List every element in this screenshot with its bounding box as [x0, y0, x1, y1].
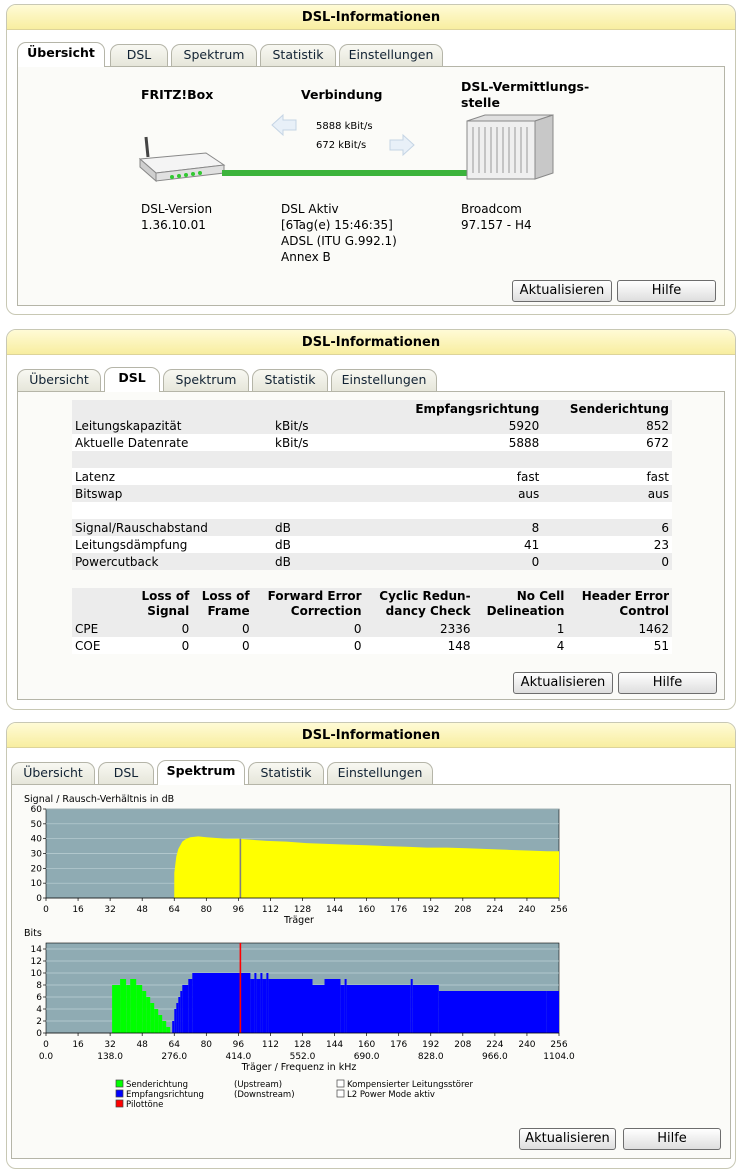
bits-x-tick-label: 144	[325, 1040, 344, 1050]
snr-y-tick-label: 40	[30, 834, 42, 845]
bits-y-tick-label: 4	[36, 1005, 42, 1015]
help-button[interactable]: Hilfe	[623, 1128, 721, 1150]
header-line: Loss of	[141, 589, 190, 603]
header-rx: Empfangsrichtung	[382, 400, 542, 417]
upstream-bits-bar	[130, 979, 136, 1033]
row-label: CPE	[72, 620, 132, 637]
snr-x-tick-label: 192	[422, 905, 440, 915]
download-arrow-icon	[388, 133, 416, 157]
frequency-tick-label: 966.0	[481, 1052, 508, 1062]
tab-dsl[interactable]: DSL	[110, 44, 168, 66]
legend-swatch	[337, 1080, 344, 1087]
tab-content	[17, 391, 725, 700]
snr-y-tick-label: 50	[30, 819, 42, 830]
error-count: 148	[365, 637, 474, 654]
row-rx: aus	[382, 485, 542, 502]
upstream-rate: 672 kBit/s	[316, 140, 367, 151]
table-row	[72, 502, 672, 519]
bits-x-tick-label: 80	[200, 1040, 213, 1050]
bits-y-tick-label: 10	[30, 969, 42, 979]
table-row	[72, 553, 672, 570]
row-tx: aus	[542, 485, 672, 502]
downstream-bits-bar	[413, 985, 439, 1033]
downstream-bits-bar	[188, 979, 192, 1033]
header-line: Correction	[290, 604, 362, 618]
overview-panel	[6, 4, 736, 315]
spectrum-charts	[12, 785, 732, 1125]
header-line: Signal	[147, 604, 190, 618]
row-rx	[382, 451, 542, 468]
row-rx: 0	[382, 553, 542, 570]
downstream-bits-bar	[176, 1003, 178, 1033]
fritzbox-label: FRITZ!Box	[141, 87, 214, 102]
bits-y-tick-label: 0	[36, 1029, 42, 1039]
help-button[interactable]: Hilfe	[617, 280, 716, 302]
snr-x-tick-label: 64	[168, 905, 180, 915]
dslam-info	[461, 201, 532, 233]
status-line: DSL Aktiv	[281, 202, 339, 216]
legend-swatch	[116, 1090, 123, 1097]
row-rx: 5920	[382, 417, 542, 434]
tab-spektrum[interactable]: Spektrum	[171, 44, 257, 66]
table-row	[72, 434, 672, 451]
downstream-bits-bar	[347, 985, 411, 1033]
header-line: Cyclic Redun-	[379, 589, 471, 603]
snr-x-tick-label: 48	[136, 905, 148, 915]
dslam-version: 97.157 - H4	[461, 218, 532, 232]
upstream-bits-bar	[154, 1009, 158, 1033]
table-row	[72, 485, 672, 502]
downstream-bits-bar	[345, 979, 347, 1033]
frequency-tick-label: 138.0	[97, 1052, 124, 1062]
error-count: 0	[253, 637, 365, 654]
table-header-row	[72, 588, 672, 620]
snr-x-tick-label: 16	[72, 905, 84, 915]
row-label: Bitswap	[72, 485, 272, 502]
snr-x-tick-label: 144	[325, 905, 344, 915]
snr-x-tick-label: 0	[43, 905, 49, 915]
bits-y-tick-label: 6	[36, 993, 42, 1003]
exchange-label	[461, 79, 589, 111]
upstream-bits-bar	[162, 1021, 166, 1033]
snr-chart-title: Signal / Rausch-Verhältnis in dB	[24, 794, 175, 805]
error-column-header	[132, 588, 192, 620]
bits-x-tick-label: 192	[422, 1040, 440, 1050]
connection-status	[281, 201, 397, 265]
error-count: 0	[192, 620, 252, 637]
snr-y-tick-label: 0	[36, 894, 42, 904]
row-rx: 8	[382, 519, 542, 536]
row-unit	[272, 485, 382, 502]
upstream-bits-bar	[150, 1003, 154, 1033]
router-icon	[136, 135, 228, 187]
exchange-label-line2: stelle	[461, 95, 500, 110]
bits-x-tick-label: 112	[261, 1040, 280, 1050]
tab-spektrum[interactable]: Spektrum	[163, 369, 249, 391]
header-line: Frame	[207, 604, 250, 618]
error-count: 51	[567, 637, 672, 654]
refresh-button[interactable]: Aktualisieren	[512, 280, 612, 302]
tab-dsl[interactable]: DSL	[104, 367, 160, 392]
legend-swatch	[337, 1090, 344, 1097]
snr-y-tick-label: 60	[30, 805, 42, 815]
row-label: Latenz	[72, 468, 272, 485]
row-tx: 672	[542, 434, 672, 451]
legend-label: Empfangsrichtung	[126, 1090, 204, 1100]
tab-bar	[11, 760, 721, 784]
upstream-bits-bar	[146, 997, 150, 1033]
bits-x-tick-label: 208	[454, 1040, 472, 1050]
connection-line	[222, 170, 477, 176]
tab-dsl[interactable]: DSL	[98, 762, 154, 784]
bits-x-tick-label: 32	[104, 1040, 116, 1050]
snr-x-tick-label: 96	[232, 905, 245, 915]
row-rx	[382, 502, 542, 519]
row-unit	[272, 451, 382, 468]
downstream-rate: 5888 kBit/s	[316, 121, 373, 132]
cpe-version: 1.36.10.01	[141, 218, 206, 232]
downstream-bits-bar	[254, 973, 256, 1033]
bits-x-tick-label: 48	[136, 1040, 148, 1050]
legend-note: (Upstream)	[234, 1080, 283, 1090]
upstream-bits-bar	[166, 1027, 170, 1033]
header-line: Header Error	[581, 589, 669, 603]
refresh-button[interactable]: Aktualisieren	[519, 1128, 616, 1150]
bits-x-tick-label: 0	[43, 1040, 49, 1050]
legend-label: Kompensierter Leitungsstörer	[347, 1080, 474, 1090]
error-count: 1462	[567, 620, 672, 637]
error-count: 2336	[365, 620, 474, 637]
snr-x-tick-label: 80	[200, 905, 213, 915]
panel-title: DSL-Informationen	[7, 330, 735, 355]
bits-y-tick-label: 12	[30, 957, 42, 967]
tab-einstellungen[interactable]: Einstellungen	[327, 762, 433, 784]
tab-content	[17, 66, 725, 306]
snr-x-tick-label: 240	[518, 905, 536, 915]
downstream-bits-bar	[527, 991, 547, 1033]
bits-x-tick-label: 176	[390, 1040, 408, 1050]
snr-x-tick-label: 160	[358, 905, 376, 915]
row-tx: 0	[542, 553, 672, 570]
error-column-header	[474, 588, 568, 620]
downstream-bits-bar	[547, 991, 559, 1033]
bits-x-tick-label: 64	[168, 1040, 180, 1050]
bits-x-tick-label: 16	[72, 1040, 84, 1050]
row-label: Aktuelle Datenrate	[72, 434, 272, 451]
downstream-bits-bar	[313, 985, 325, 1033]
error-count: 4	[474, 637, 568, 654]
downstream-bits-bar	[182, 985, 188, 1033]
refresh-button[interactable]: Aktualisieren	[513, 672, 613, 694]
downstream-bits-bar	[250, 979, 254, 1033]
downstream-bits-bar	[439, 991, 527, 1033]
row-unit	[272, 502, 382, 519]
status-annex: Annex B	[281, 250, 331, 264]
spectrum-panel	[6, 722, 736, 1169]
upstream-bits-bar	[136, 985, 142, 1033]
frequency-tick-label: 690.0	[353, 1052, 380, 1062]
upstream-bits-bar	[142, 991, 146, 1033]
row-label: Powercutback	[72, 553, 272, 570]
row-rx: 5888	[382, 434, 542, 451]
table-header-row	[72, 400, 672, 417]
snr-x-tick-label: 256	[550, 905, 568, 915]
frequency-tick-label: 828.0	[417, 1052, 444, 1062]
bits-x-tick-label: 128	[293, 1040, 312, 1050]
row-tx: 852	[542, 417, 672, 434]
status-mode: ADSL (ITU G.992.1)	[281, 234, 397, 248]
row-unit: kBit/s	[272, 417, 382, 434]
frequency-tick-label: 414.0	[225, 1052, 252, 1062]
downstream-bits-bar	[262, 979, 266, 1033]
snr-x-tick-label: 176	[390, 905, 408, 915]
bits-x-tick-label: 160	[358, 1040, 376, 1050]
bits-y-tick-label: 8	[36, 981, 42, 991]
tab-spektrum[interactable]: Spektrum	[157, 760, 245, 785]
frequency-tick-label: 552.0	[289, 1052, 316, 1062]
row-tx: 23	[542, 536, 672, 553]
error-count: 0	[253, 620, 365, 637]
bits-x-tick-label: 96	[232, 1040, 245, 1050]
legend-label: L2 Power Mode aktiv	[347, 1090, 435, 1100]
row-tx: 6	[542, 519, 672, 536]
panel-title: DSL-Informationen	[7, 5, 735, 30]
bits-y-tick-label: 2	[36, 1017, 42, 1027]
tab-statistik[interactable]: Statistik	[260, 44, 336, 66]
legend-swatch	[116, 1080, 123, 1087]
downstream-bits-bar	[174, 1009, 176, 1033]
tab-uebersicht[interactable]: Übersicht	[17, 42, 105, 67]
header-line: Loss of	[201, 589, 250, 603]
tab-uebersicht[interactable]: Übersicht	[11, 762, 95, 784]
tab-statistik[interactable]: Statistik	[248, 762, 324, 784]
row-rx: 41	[382, 536, 542, 553]
row-tx	[542, 451, 672, 468]
row-label: Leitungsdämpfung	[72, 536, 272, 553]
bits-chart-title: Bits	[24, 928, 42, 939]
table-row	[72, 417, 672, 434]
dslam-vendor: Broadcom	[461, 202, 522, 216]
exchange-label-line1: DSL-Vermittlungs-	[461, 79, 590, 94]
downstream-bits-bar	[180, 991, 182, 1033]
help-button[interactable]: Hilfe	[618, 672, 717, 694]
header-line: Forward Error	[267, 589, 362, 603]
row-rx: fast	[382, 468, 542, 485]
snr-x-axis-label: Träger	[284, 915, 314, 926]
table-row	[72, 519, 672, 536]
downstream-bits-bar	[260, 973, 262, 1033]
row-label	[72, 451, 272, 468]
row-label: COE	[72, 637, 132, 654]
row-label: Signal/Rauschabstand	[72, 519, 272, 536]
downstream-bits-bar	[411, 979, 413, 1033]
row-tx	[542, 502, 672, 519]
header-line: dancy Check	[385, 604, 471, 618]
error-column-header	[192, 588, 252, 620]
downstream-bits-bar	[178, 997, 180, 1033]
row-unit: dB	[272, 536, 382, 553]
error-column-header	[567, 588, 672, 620]
status-uptime: [6Tag(e) 15:46:35]	[281, 218, 393, 232]
row-tx: fast	[542, 468, 672, 485]
tab-einstellungen[interactable]: Einstellungen	[339, 44, 443, 66]
upload-arrow-icon	[270, 113, 298, 137]
row-unit	[272, 468, 382, 485]
downstream-bits-bar	[341, 985, 345, 1033]
error-column-header	[253, 588, 365, 620]
frequency-tick-label: 1104.0	[543, 1052, 575, 1062]
error-column-header	[365, 588, 474, 620]
bits-x-tick-label: 240	[518, 1040, 536, 1050]
frequency-tick-label: 0.0	[38, 1052, 54, 1062]
downstream-bits-bar	[192, 973, 250, 1033]
snr-y-tick-label: 30	[30, 849, 42, 860]
snr-x-tick-label: 224	[486, 905, 504, 915]
downstream-bits-bar	[325, 979, 341, 1033]
row-label: Leitungskapazität	[72, 417, 272, 434]
tab-content	[11, 784, 731, 1159]
table-row	[72, 620, 672, 637]
bits-y-tick-label: 14	[30, 945, 42, 955]
bits-x-axis-label: Träger / Frequenz in kHz	[241, 1062, 357, 1073]
header-line: No Cell	[516, 589, 565, 603]
downstream-bits-bar	[172, 1021, 174, 1033]
error-count: 0	[132, 637, 192, 654]
legend-swatch	[116, 1100, 123, 1107]
header-line: Delineation	[486, 604, 565, 618]
cpe-version-label: DSL-Version	[141, 202, 213, 216]
downstream-bits-bar	[268, 979, 312, 1033]
row-label	[72, 502, 272, 519]
tab-einstellungen[interactable]: Einstellungen	[331, 369, 437, 391]
header-tx: Senderichtung	[542, 400, 672, 417]
dsl-panel	[6, 329, 736, 710]
table-row	[72, 536, 672, 553]
dslam-icon	[465, 113, 557, 181]
tab-statistik[interactable]: Statistik	[252, 369, 328, 391]
error-count: 1	[474, 620, 568, 637]
legend-label: Pilottöne	[126, 1100, 164, 1110]
row-unit: dB	[272, 553, 382, 570]
legend-label: Senderichtung	[126, 1080, 189, 1090]
snr-x-tick-label: 112	[261, 905, 280, 915]
upstream-bits-bar	[126, 985, 130, 1033]
row-unit: kBit/s	[272, 434, 382, 451]
connection-label: Verbindung	[301, 87, 383, 102]
tab-uebersicht[interactable]: Übersicht	[17, 369, 101, 391]
bits-x-tick-label: 256	[550, 1040, 568, 1050]
upstream-bits-bar	[112, 985, 120, 1033]
downstream-bits-bar	[266, 973, 268, 1033]
upstream-bits-bar	[158, 1015, 162, 1033]
row-unit: dB	[272, 519, 382, 536]
snr-y-tick-label: 10	[30, 879, 42, 890]
snr-x-tick-label: 208	[454, 905, 472, 915]
frequency-tick-label: 276.0	[161, 1052, 188, 1062]
header-empty	[72, 588, 132, 620]
cpe-info	[141, 201, 212, 233]
tab-bar	[17, 42, 727, 66]
snr-x-tick-label: 128	[293, 905, 312, 915]
tab-bar	[17, 367, 727, 391]
header-line: Control	[619, 604, 669, 618]
error-counter-table	[72, 588, 672, 654]
table-row	[72, 637, 672, 654]
snr-y-tick-label: 20	[30, 864, 42, 875]
table-row	[72, 468, 672, 485]
upstream-bits-bar	[120, 979, 126, 1033]
snr-x-tick-label: 32	[104, 905, 116, 915]
line-info-table	[72, 400, 672, 570]
table-row	[72, 451, 672, 468]
panel-title: DSL-Informationen	[7, 723, 735, 748]
error-count: 0	[192, 637, 252, 654]
legend-note: (Downstream)	[234, 1090, 295, 1100]
downstream-bits-bar	[256, 979, 260, 1033]
error-count: 0	[132, 620, 192, 637]
bits-x-tick-label: 224	[486, 1040, 504, 1050]
